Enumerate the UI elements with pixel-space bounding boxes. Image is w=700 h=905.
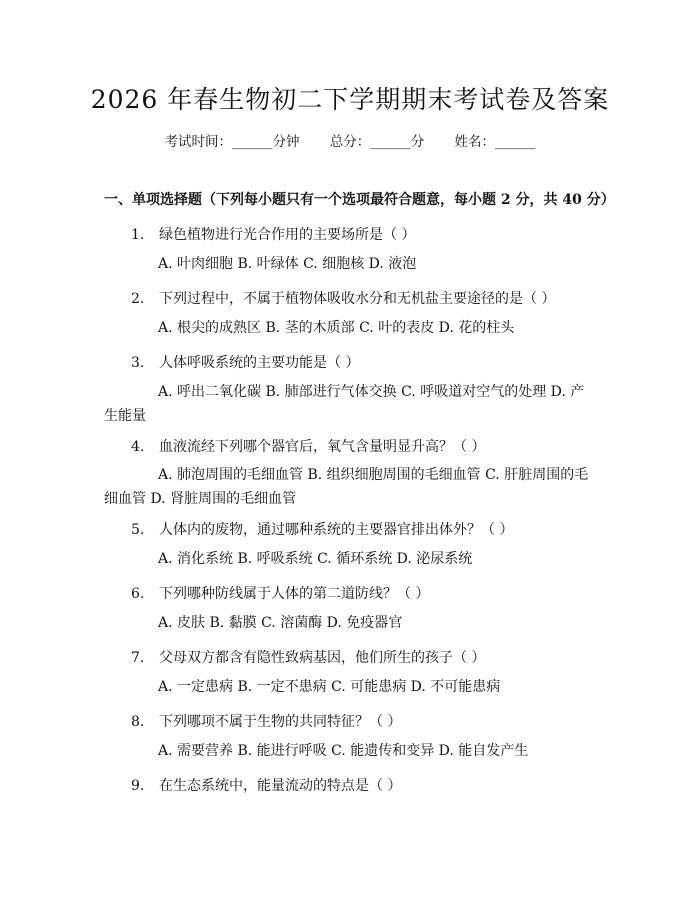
- question-number: 4.: [131, 439, 145, 455]
- question-number: 9.: [131, 778, 145, 794]
- question-options: A. 消化系统 B. 呼吸系统 C. 循环系统 D. 泌尿系统: [158, 551, 473, 567]
- question: [131, 436, 485, 456]
- question-number: 6.: [131, 586, 145, 602]
- question-options: A. 皮肤 B. 黏膜 C. 溶菌酶 D. 免疫器官: [158, 615, 403, 631]
- question-number: 3.: [131, 355, 145, 371]
- question-number: 2.: [131, 291, 145, 307]
- question: [131, 288, 555, 308]
- question-number: 7.: [131, 650, 145, 666]
- question-number: 5.: [131, 522, 145, 538]
- question-text: 在生态系统中，能量流动的特点是（ ）: [159, 778, 402, 794]
- question-options: A. 根尖的成熟区 B. 茎的木质部 C. 叶的表皮 D. 花的柱头: [158, 320, 515, 336]
- section-heading: 一、单项选择题（下列每小题只有一个选项最符合题意，每小题 2 分，共 40 分）: [104, 192, 615, 208]
- question-text: 下列哪项不属于生物的共同特征？（ ）: [159, 714, 402, 730]
- question-options: A. 肺泡周围的毛细血管 B. 组织细胞周围的毛细血管 C. 肝脏周围的毛细血管 D. 肾脏周围的毛细血管: [104, 467, 589, 507]
- exam-name: 姓名：______: [454, 134, 536, 150]
- exam-info: [0, 130, 700, 150]
- question: [131, 583, 429, 603]
- question: [131, 519, 513, 539]
- question-options: A. 需要营养 B. 能进行呼吸 C. 能遗传和变异 D. 能自发产生: [158, 743, 529, 759]
- question-number: 1.: [131, 227, 145, 243]
- question-text: 人体呼吸系统的主要功能是（ ）: [159, 355, 360, 371]
- question-text: 血液流经下列哪个器官后，氧气含量明显升高？（ ）: [159, 439, 486, 455]
- question-options: A. 叶肉细胞 B. 叶绿体 C. 细胞核 D. 液泡: [158, 256, 417, 272]
- question-text: 绿色植物进行光合作用的主要场所是（ ）: [159, 227, 416, 243]
- question-text: 人体内的废物，通过哪种系统的主要器官排出体外？（ ）: [159, 522, 514, 538]
- page-title: 2026 年春生物初二下学期期末考试卷及答案: [90, 85, 610, 114]
- question: [131, 352, 359, 372]
- question-text: 父母双方都含有隐性致病基因，他们所生的孩子（ ）: [159, 650, 486, 666]
- question: [131, 224, 415, 244]
- exam-time: 考试时间：______分钟: [164, 134, 300, 150]
- exam-score: 总分：______分: [329, 134, 425, 150]
- question: [131, 711, 401, 731]
- question-text: 下列哪种防线属于人体的第二道防线？（ ）: [159, 586, 430, 602]
- question-text: 下列过程中，不属于植物体吸收水分和无机盐主要途径的是（ ）: [159, 291, 556, 307]
- question: [131, 647, 485, 667]
- question-options: A. 一定患病 B. 一定不患病 C. 可能患病 D. 不可能患病: [158, 679, 501, 695]
- question: [131, 775, 401, 795]
- question-options: A. 呼出二氧化碳 B. 肺部进行气体交换 C. 呼吸道对空气的处理 D. 产生能量: [104, 384, 585, 424]
- question-number: 8.: [131, 714, 145, 730]
